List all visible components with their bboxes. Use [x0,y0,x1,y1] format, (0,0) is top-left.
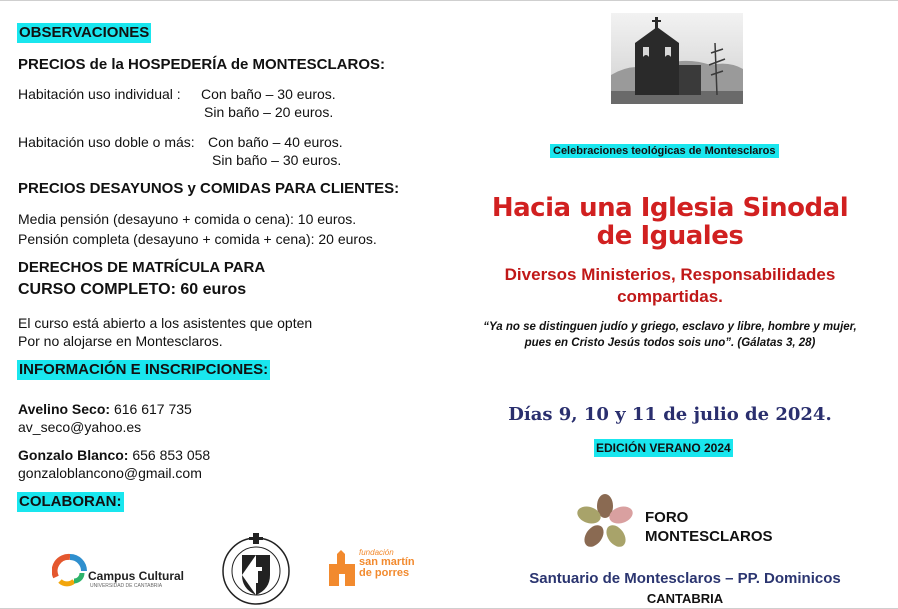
dominican-seal-logo [220,531,292,607]
fundacion-line2: san martín [359,556,415,568]
contact1-phone: 616 617 735 [110,401,192,417]
contact1-name: Avelino Seco: [18,401,111,417]
observaciones-heading: OBSERVACIONES [19,24,150,41]
church-bell-tower-image [611,13,743,104]
campus-cultural-logo [52,551,185,591]
doble-label: Habitación uso doble o más: [18,134,195,150]
santuario-footer: Santuario de Montesclaros – PP. Dominicos [529,570,841,587]
colaboran-heading: COLABORAN: [19,493,122,510]
campus-cultural-icon [52,551,88,587]
church-icon [327,548,357,586]
contact2-phone: 656 853 058 [128,447,211,463]
media-pension: Media pensión (desayuno + comida o cena): 10 euros. [18,211,357,227]
quote-line1: “Ya no se distinguen judío y griego, esclavo y libre, hombre y mujer, [483,321,857,333]
fundacion-line3: de porres [359,567,410,579]
foro-flower-logo [575,493,635,553]
event-dates: Días 9, 10 y 11 de julio de 2024. [508,404,832,425]
precios-hospederia-heading: PRECIOS de la HOSPEDERÍA de MONTESCLAROS: [18,56,385,73]
doble-sin-bano: Sin baño – 30 euros. [212,152,342,168]
cantabria-footer: CANTABRIA [646,591,724,606]
subtitle-line2: compartidas. [617,287,723,306]
campus-cultural-sub: UNIVERSIDAD DE CANTABRIA [90,583,163,589]
fundacion-san-martin-logo [327,546,422,591]
individual-label: Habitación uso individual : [18,86,181,102]
contact2-name: Gonzalo Blanco: [18,447,129,463]
quote-line2: pues en Cristo Jesús todos sois uno”. (Gálatas 3, 28) [524,337,816,349]
pension-completa: Pensión completa (desayuno + comida + cena): 20 euros. [18,231,377,247]
campus-cultural-text: Campus Cultural [88,569,185,583]
contact2-email[interactable]: gonzaloblancono@gmail.com [18,465,202,481]
curso-line1: El curso está abierto a los asistentes que opten [18,315,313,331]
flower-icon [575,493,635,553]
doble-con-bano: Con baño – 40 euros. [208,134,343,150]
informacion-heading: INFORMACIÓN E INSCRIPCIONES: [19,361,269,378]
edicion-label: EDICIÓN VERANO 2024 [596,441,731,455]
church-photo [611,13,743,104]
individual-sin-bano: Sin baño – 20 euros. [204,104,334,120]
dominican-shield-icon [220,531,292,607]
individual-con-bano: Con baño – 30 euros. [201,86,336,102]
contact1-email[interactable]: av_seco@yahoo.es [18,419,142,435]
derechos-line1: DERECHOS DE MATRÍCULA PARA [18,259,266,276]
contact1 [18,400,192,418]
curso-line2: Por no alojarse en Montesclaros. [18,333,223,349]
derechos-line2: CURSO COMPLETO: 60 euros [18,281,247,298]
precios-desayunos-heading: PRECIOS DESAYUNOS y COMIDAS PARA CLIENTES: [18,180,400,197]
main-title-line1: Hacia una Iglesia Sinodal [491,193,849,223]
celebraciones-label: Celebraciones teológicas de Montesclaros [550,141,779,159]
foro-line2: MONTESCLAROS [645,528,773,545]
contact2 [18,446,210,464]
fundacion-line1: fundación [359,548,394,557]
foro-line1: FORO [645,509,689,526]
main-title-line2: de Iguales [596,221,744,251]
subtitle-line1: Diversos Ministerios, Responsabilidades [504,265,836,284]
